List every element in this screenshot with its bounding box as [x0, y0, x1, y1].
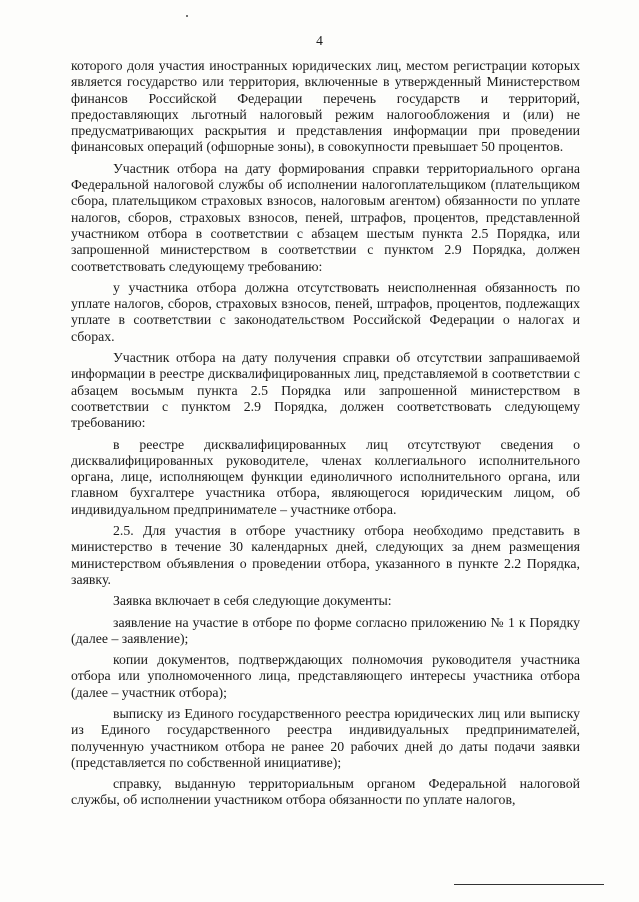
paragraph: Участник отбора на дату получения справки об отсутствии запрашиваемой информации в реестре дисквалифицированных лиц, представляемой в соответствии с абзацем восьмым пункта 2.5 Порядка или запрошенной министерством в соответствии с пунктом 2.9 Порядка, должен соответствовать следующему требованию:	[71, 350, 580, 431]
page-number: 4	[316, 33, 323, 48]
paragraph: у участника отбора должна отсутствовать неисполненная обязанность по уплате налогов, сборов, страховых взносов, пеней, штрафов, процентов, подлежащих уплате в соответствии с законодательством Российской Федерации о налогах и сборах.	[71, 279, 580, 344]
paragraph: которого доля участия иностранных юридических лиц, местом регистрации которых является государство или территория, включенные в утвержденный Министерством финансов Российской Федерации перечень государств и территорий, предоставляющих льготный налоговый режим налогообложения и (или) не предусматривающих раскрытия и представления информации при проведении финансовых операций (офшорные зоны), в совокупности превышает 50 процентов.	[71, 58, 580, 155]
paragraph: в реестре дисквалифицированных лиц отсутствуют сведения о дисквалифицированных руководителе, членах коллегиального исполнительного органа, лице, исполняющем функции единоличного исполнительного органа, или главном бухгалтере участника отбора, являющегося юридическим лицом, об индивидуальном предпринимателе – участнике отбора.	[71, 436, 580, 517]
paragraph: выписку из Единого государственного реестра юридических лиц или выписку из Единого государственного реестра индивидуальных предпринимателей, полученную участником отбора не ранее 20 рабочих дней до даты подачи заявки (представляется по собственной инициативе);	[71, 705, 580, 770]
paragraph: справку, выданную территориальным органом Федеральной налоговой службы, об исполнении участником отбора обязанности по уплате налогов,	[71, 776, 580, 808]
document-body	[71, 58, 580, 809]
scan-speck	[186, 15, 188, 17]
footer-rule	[454, 884, 604, 885]
paragraph: Участник отбора на дату формирования справки территориального органа Федеральной налоговой службы об исполнении налогоплательщиком (плательщиком сбора, плательщиком страховых взносов, налоговым агентом) обязанности по уплате налогов, сборов, страховых взносов, пеней, штрафов, процентов, представленной участником отбора в соответствии с абзацем шестым пункта 2.5 Порядка, или запрошенной министерством в соответствии с пунктом 2.9 Порядка, должен соответствовать следующему требованию:	[71, 160, 580, 274]
paragraph: заявление на участие в отборе по форме согласно приложению № 1 к Порядку (далее – заявление);	[71, 614, 580, 646]
paragraph: копии документов, подтверждающих полномочия руководителя участника отбора или уполномоченного лица, представляющего интересы участника отбора (далее – участник отбора);	[71, 652, 580, 700]
paragraph: Заявка включает в себя следующие документы:	[113, 593, 392, 609]
paragraph: 2.5. Для участия в отборе участнику отбора необходимо представить в министерство в течение 30 календарных дней, следующих за днем размещения министерством объявления о проведении отбора, указанного в пункте 2.2 Порядка, заявку.	[71, 523, 580, 587]
